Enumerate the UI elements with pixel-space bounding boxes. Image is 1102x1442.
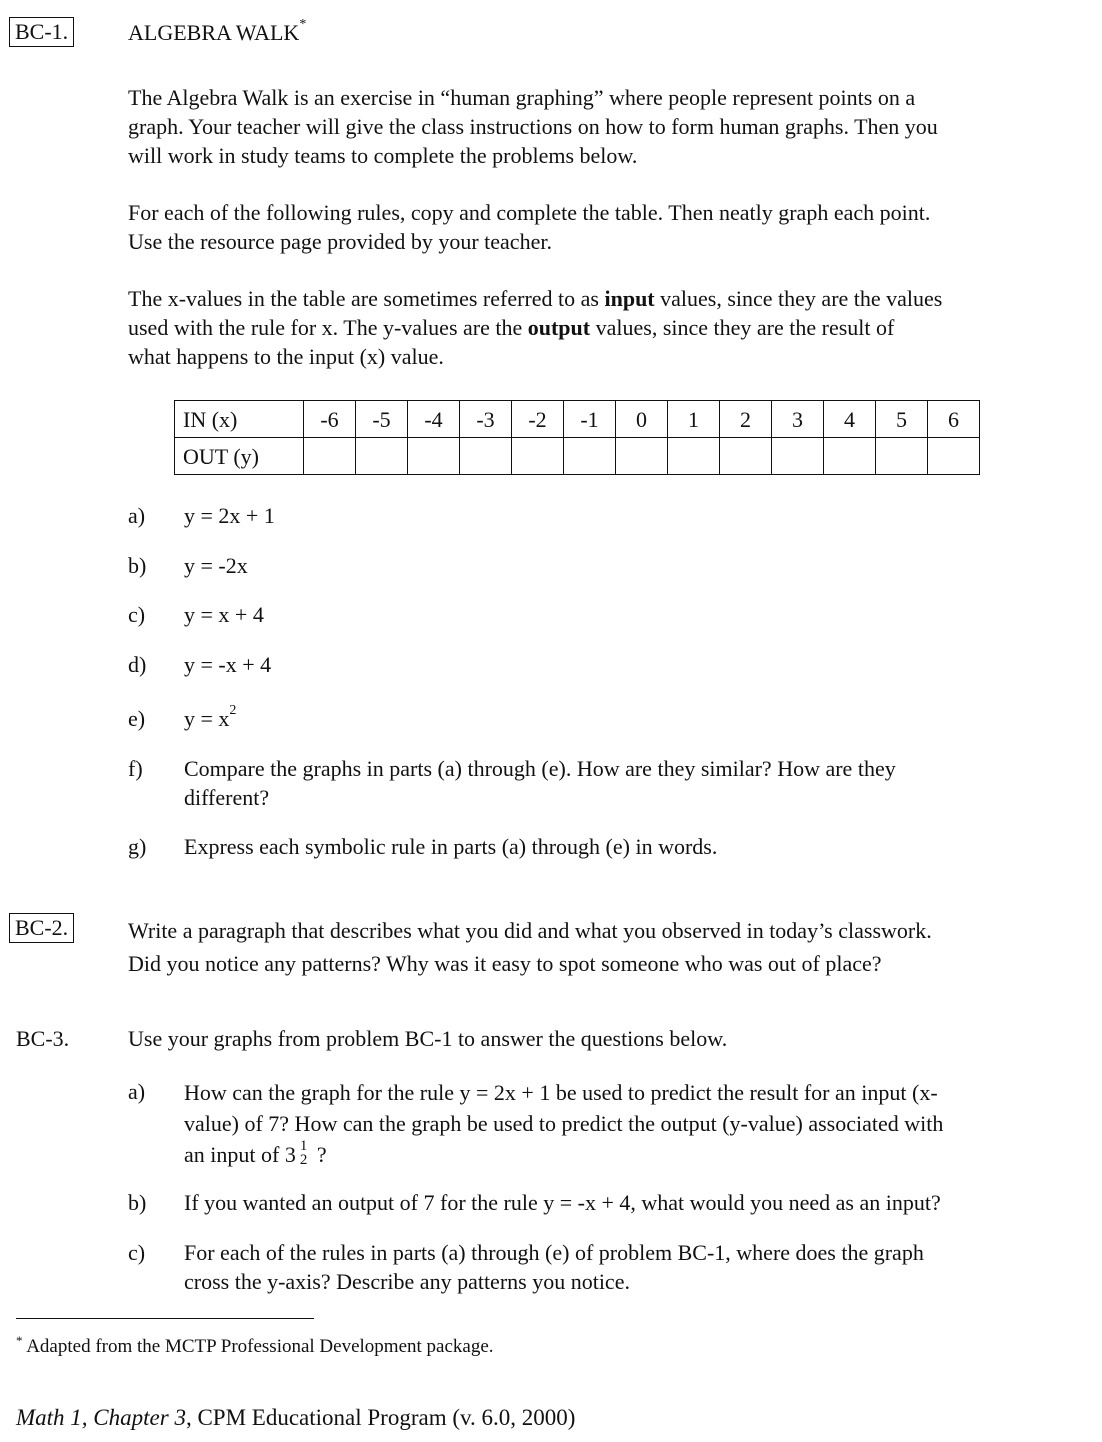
intro-paragraph: The Algebra Walk is an exercise in “human graphing” where people represent points on a graph. Your teacher will give the class instructions on how to form human graphs. Then you will work in study teams to complete the problems below.	[128, 85, 938, 168]
part-label: a)	[128, 1079, 146, 1104]
input-output-paragraph: The x-values in the table are sometimes referred to as input values, since they are the values used with the rule for x. The y-values are the output values, since they are the result of what happens to the input (x) value.	[128, 286, 943, 369]
output-cell	[304, 438, 356, 475]
input-cell: 2	[720, 401, 772, 438]
input-cell: -1	[564, 401, 616, 438]
input-cell: -2	[512, 401, 564, 438]
output-cell	[772, 438, 824, 475]
rule-text: y = -x + 4	[184, 652, 272, 677]
output-row	[175, 438, 980, 475]
part-label: b)	[128, 553, 147, 578]
question-text: How can the graph for the rule y = 2x + 1 be used to predict the result for an input (x- value) of 7? How can the graph be used to predict the output (y-value) associated with an input of 3 1 2 ?	[184, 1080, 944, 1168]
input-cell: -6	[304, 401, 356, 438]
input-cell: 0	[616, 401, 668, 438]
rule-text: y = 2x + 1	[184, 503, 275, 528]
input-cell: -3	[460, 401, 512, 438]
bc2-paragraph: Write a paragraph that describes what you did and what you observed in today’s classwork. Did you notice any patterns? Why was it easy to spot someone who was out of place?	[128, 918, 932, 976]
output-cell	[668, 438, 720, 475]
part-label: b)	[128, 1190, 147, 1215]
part-label: g)	[128, 834, 147, 859]
problem-label-bc2: BC-2.	[9, 913, 74, 943]
output-cell	[720, 438, 772, 475]
input-cell: -5	[356, 401, 408, 438]
question-text: For each of the rules in parts (a) through (e) of problem BC-1, where does the graph cross the y-axis? Describe any patterns you notice.	[184, 1240, 924, 1294]
rule-text: y = -2x	[184, 553, 248, 578]
output-cell	[564, 438, 616, 475]
input-cell: 6	[928, 401, 980, 438]
fraction-one-half: 1 2	[299, 1137, 308, 1168]
input-cell: 5	[876, 401, 928, 438]
footnote-divider	[16, 1318, 314, 1319]
part-label: d)	[128, 652, 147, 677]
output-cell	[512, 438, 564, 475]
bc3-intro: Use your graphs from problem BC-1 to answer the questions below.	[128, 1026, 728, 1051]
output-cell	[824, 438, 876, 475]
output-cell	[460, 438, 512, 475]
question-text: Express each symbolic rule in parts (a) through (e) in words.	[184, 834, 718, 859]
footnote: * Adapted from the MCTP Professional Development package.	[16, 1333, 494, 1357]
problem-label-bc1: BC-1.	[9, 17, 74, 47]
output-cell	[408, 438, 460, 475]
question-text: If you wanted an output of 7 for the rule y = -x + 4, what would you need as an input?	[184, 1190, 941, 1215]
output-cell	[876, 438, 928, 475]
instructions-paragraph: For each of the following rules, copy and complete the table. Then neatly graph each point. Use the resource page provided by your teacher.	[128, 200, 931, 254]
input-cell: -4	[408, 401, 460, 438]
part-label: c)	[128, 1240, 146, 1265]
input-cell: 4	[824, 401, 876, 438]
rule-text: y = x + 4	[184, 602, 264, 627]
input-row-label: IN (x)	[175, 401, 304, 438]
problem-label-bc3: BC-3.	[16, 1026, 70, 1051]
question-text: Compare the graphs in parts (a) through (e). How are they similar? How are they different?	[184, 756, 896, 810]
output-row-label: OUT (y)	[175, 438, 304, 475]
rule-text: $y = x^2$	[184, 703, 237, 731]
part-label: c)	[128, 602, 146, 627]
page-footer: Math 1, Chapter 3, CPM Educational Program (v. 6.0, 2000)	[16, 1405, 576, 1430]
input-row	[175, 401, 980, 438]
output-cell	[928, 438, 980, 475]
input-output-table	[174, 400, 980, 475]
input-cell: 3	[772, 401, 824, 438]
part-label: f)	[128, 756, 143, 781]
part-label: e)	[128, 706, 146, 731]
part-label: a)	[128, 503, 146, 528]
output-cell	[356, 438, 408, 475]
input-cell: 1	[668, 401, 720, 438]
output-cell	[616, 438, 668, 475]
page-title: ALGEBRA WALK*	[128, 17, 307, 45]
